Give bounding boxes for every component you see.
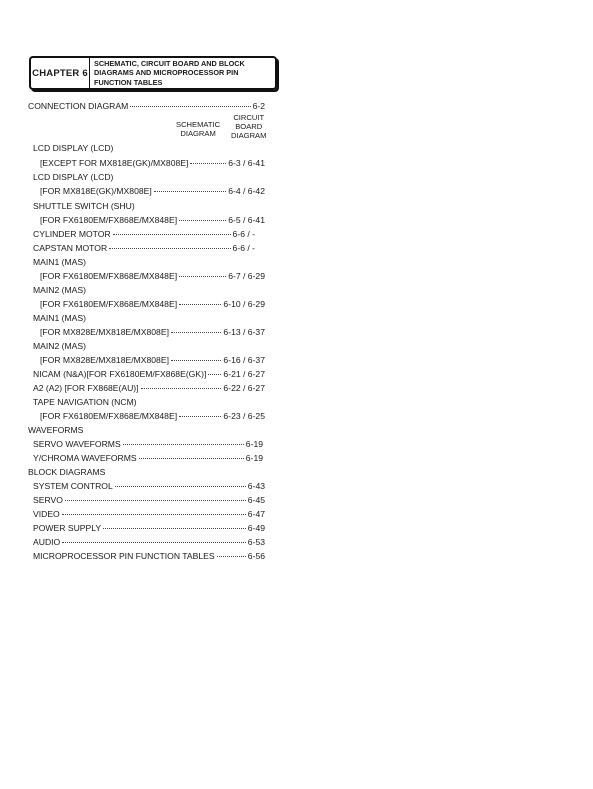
dot-leader	[65, 500, 246, 501]
dot-leader	[115, 486, 246, 487]
toc-entry	[40, 355, 265, 365]
toc-entry-label: AUDIO	[33, 537, 61, 547]
toc-entry	[33, 369, 265, 379]
dot-leader	[123, 444, 244, 445]
toc-entry-label: NICAM (N&A)[FOR FX6180EM/FX868E(GK)]	[33, 369, 207, 379]
dot-leader	[190, 163, 226, 164]
dot-leader	[62, 514, 246, 515]
toc-entry-label: [FOR FX6180EM/FX868E/MX848E]	[40, 215, 178, 225]
toc-entry-label: [FOR FX6180EM/FX868E/MX848E]	[40, 271, 178, 281]
toc-entry-page: 6-5 / 6-41	[228, 215, 265, 225]
toc-entry-label: [FOR MX828E/MX818E/MX808E]	[40, 327, 169, 337]
dot-leader	[179, 304, 221, 305]
toc-entry-page: 6-19	[245, 453, 263, 463]
chapter-label: CHAPTER 6	[31, 58, 90, 88]
toc-entry-page: 6-3 / 6-41	[228, 158, 265, 168]
toc-entry	[33, 383, 265, 393]
toc-entry-page: 6-6 / -	[232, 229, 255, 239]
toc-entry-label: SYSTEM CONTROL	[33, 481, 113, 491]
dot-leader	[217, 556, 246, 557]
toc-entry	[40, 327, 265, 337]
column-header-line: SCHEMATIC	[176, 120, 221, 129]
chapter-title-line: SCHEMATIC, CIRCUIT BOARD AND BLOCK	[94, 59, 245, 68]
toc-entry	[33, 551, 265, 561]
toc-entry	[40, 158, 265, 168]
toc-entry-label: MICROPROCESSOR PIN FUNCTION TABLES	[33, 551, 215, 561]
toc-entry-page: 6-47	[247, 509, 265, 519]
toc-entry-page: 6-53	[247, 537, 265, 547]
toc-entry-label: [FOR FX6180EM/FX868E/MX848E]	[40, 411, 178, 421]
toc-entry	[33, 229, 255, 239]
toc-heading: TAPE NAVIGATION (NCM)	[33, 397, 137, 407]
toc-entry-label: SERVO WAVEFORMS	[33, 439, 121, 449]
toc-entry-page: 6-16 / 6-37	[223, 355, 265, 365]
toc-heading: BLOCK DIAGRAMS	[28, 467, 106, 477]
toc-entry-page: 6-7 / 6-29	[228, 271, 265, 281]
chapter-title-line: FUNCTION TABLES	[94, 77, 163, 87]
toc-entry-page: 6-4 / 6-42	[228, 186, 265, 196]
toc-entry-label: VIDEO	[33, 509, 60, 519]
dot-leader	[109, 248, 230, 249]
toc-entry-label: Y/CHROMA WAVEFORMS	[33, 453, 137, 463]
dot-leader	[154, 191, 226, 192]
toc-entry-page: 6-56	[247, 551, 265, 561]
toc-entry	[40, 271, 265, 281]
toc-entry-page: 6-10 / 6-29	[223, 299, 265, 309]
toc-entry	[33, 495, 265, 505]
toc-entry-page: 6-6 / -	[232, 243, 255, 253]
dot-leader	[179, 416, 221, 417]
toc-entry-label: [FOR FX6180EM/FX868E/MX848E]	[40, 299, 178, 309]
toc-entry-label: CYLINDER MOTOR	[33, 229, 111, 239]
toc-entry-page: 6-49	[247, 523, 265, 533]
dot-leader	[130, 106, 250, 107]
toc-entry-page: 6-23 / 6-25	[223, 411, 265, 421]
dot-leader	[179, 276, 226, 277]
toc-heading: MAIN2 (MAS)	[33, 341, 86, 351]
toc-heading: LCD DISPLAY (LCD)	[33, 143, 114, 153]
toc-entry	[40, 186, 265, 196]
toc-entry-label: [FOR MX818E(GK)/MX808E]	[40, 186, 152, 196]
toc-entry	[33, 523, 265, 533]
toc-entry-page: 6-2	[252, 101, 265, 111]
column-header-line: DIAGRAM	[231, 131, 267, 140]
toc-entry-label: POWER SUPPLY	[33, 523, 102, 533]
column-header-line: DIAGRAM	[180, 129, 216, 138]
toc-entry-label: A2 (A2) [FOR FX868E(AU)]	[33, 383, 139, 393]
dot-leader	[139, 458, 244, 459]
toc-entry	[40, 299, 265, 309]
column-header-line: BOARD	[235, 122, 263, 131]
toc-entry-label: CONNECTION DIAGRAM	[28, 101, 129, 111]
dot-leader	[171, 360, 221, 361]
toc-entry-label: CAPSTAN MOTOR	[33, 243, 108, 253]
column-header-line: CIRCUIT	[233, 113, 265, 122]
dot-leader	[179, 220, 226, 221]
toc-entry	[33, 509, 265, 519]
dot-leader	[113, 234, 231, 235]
toc-entry-label: [EXCEPT FOR MX818E(GK)/MX808E]	[40, 158, 189, 168]
toc-heading: SHUTTLE SWITCH (SHU)	[33, 201, 135, 211]
dot-leader	[171, 332, 221, 333]
toc-entry	[40, 215, 265, 225]
toc-entry-page: 6-43	[247, 481, 265, 491]
toc-entry	[33, 537, 265, 547]
toc-heading: MAIN2 (MAS)	[33, 285, 86, 295]
toc-heading: MAIN1 (MAS)	[33, 313, 86, 323]
toc-heading: WAVEFORMS	[28, 425, 84, 435]
toc-entry-label: [FOR MX828E/MX818E/MX808E]	[40, 355, 169, 365]
toc-entry-label: SERVO	[33, 495, 63, 505]
toc-entry-page: 6-45	[247, 495, 265, 505]
toc-heading: LCD DISPLAY (LCD)	[33, 172, 114, 182]
toc-entry	[33, 453, 263, 463]
toc-entry-page: 6-22 / 6-27	[223, 383, 265, 393]
toc-entry	[33, 243, 255, 253]
toc-entry	[33, 481, 265, 491]
dot-leader	[141, 388, 222, 389]
toc-entry-page: 6-21 / 6-27	[223, 369, 265, 379]
dot-leader	[103, 528, 246, 529]
toc-entry-page: 6-13 / 6-37	[223, 327, 265, 337]
toc-entry	[40, 411, 265, 421]
chapter-title-line: DIAGRAMS AND MICROPROCESSOR PIN	[94, 68, 239, 78]
toc-entry-page: 6-19	[245, 439, 263, 449]
dot-leader	[62, 542, 246, 543]
toc-entry	[33, 439, 263, 449]
toc-heading: MAIN1 (MAS)	[33, 257, 86, 267]
dot-leader	[208, 374, 221, 375]
toc-entry	[28, 101, 265, 111]
